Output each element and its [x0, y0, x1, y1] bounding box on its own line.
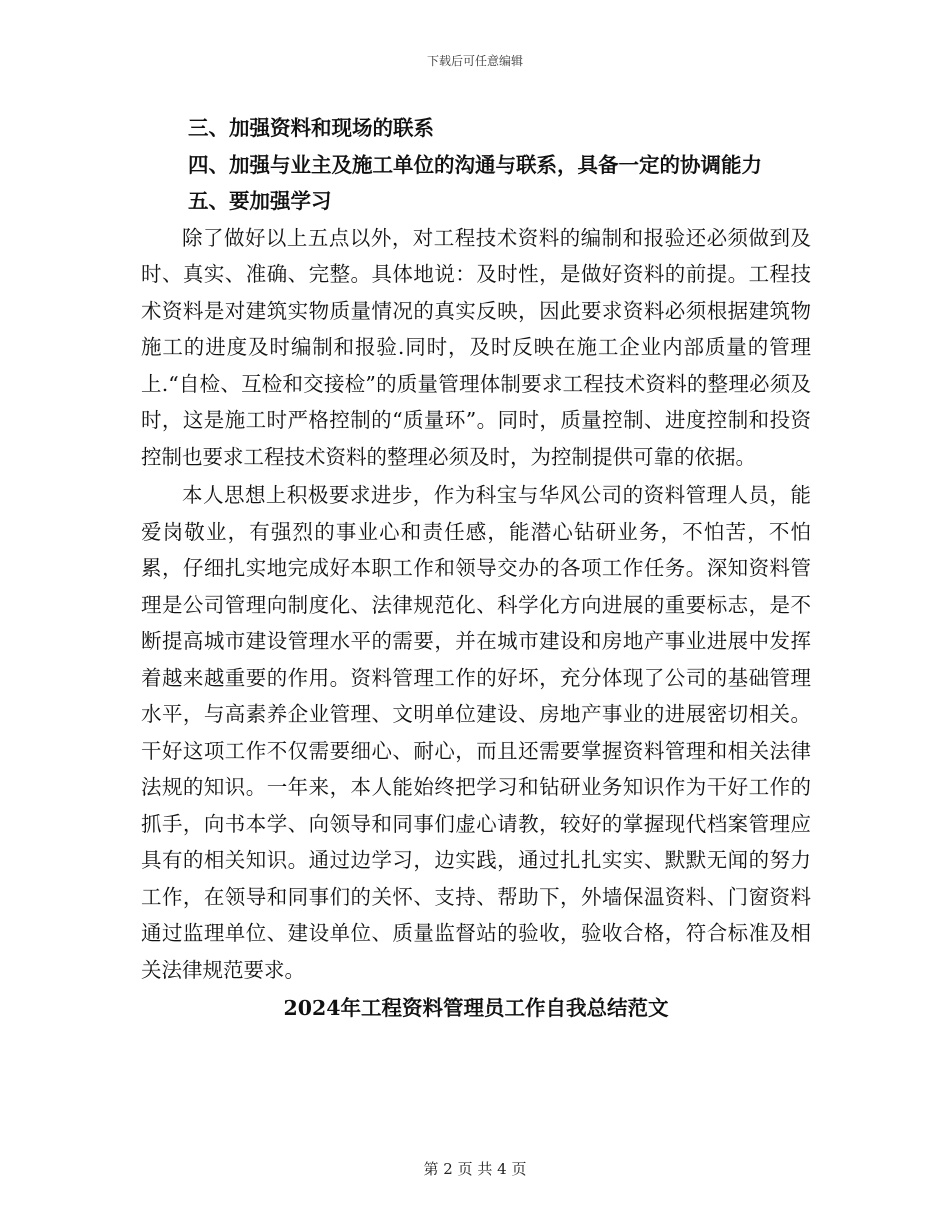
next-document-title: 2024年工程资料管理员工作自我总结范文 [283, 996, 669, 1020]
page-number-footer: 第 2 页 共 4 页 [423, 1160, 527, 1178]
section-heading-3: 三、加强资料和现场的联系 [188, 116, 434, 140]
paragraph-timeliness: 除了做好以上五点以外，对工程技术资料的编制和报验还必须做到及时、真实、准确、完整。具体地说：及时性，是做好资料的前提。工程技术资料是对建筑实物质量情况的真实反映，因此要求资料必须根据建筑物施工的进度及时编制和报验.同时，及时反映在施工企业内部质量的管理上.“自检、互检和交接检”的质量管理体制要求工程技术资料的整理必须及时，这是施工时严格控制的“质量环”。同时，质量控制、进度控制和投资控制也要求工程技术资料的整理必须及时，为控制提供可靠的依据。 [141, 225, 811, 469]
page-header-note: 下载后可任意编辑 [426, 54, 523, 68]
paragraph-self-review: 本人思想上积极要求进步，作为科宝与华风公司的资料管理人员，能爱岗敬业，有强烈的事业心和责任感，能潜心钻研业务，不怕苦，不怕累，仔细扎实地完成好本职工作和领导交办的各项工作任务。深知资料管理是公司管理向制度化、法律规范化、科学化方向进展的重要标志，是不断提高城市建设管理水平的需要，并在城市建设和房地产事业进展中发挥着越来越重要的作用。资料管理工作的好坏，充分体现了公司的基础管理水平，与高素养企业管理、文明单位建设、房地产事业的进展密切相关。干好这项工作不仅需要细心、耐心，而且还需要掌握资料管理和相关法律法规的知识。一年来，本人能始终把学习和钻研业务知识作为干好工作的抓手，向书本学、向领导和同事们虚心请教，较好的掌握现代档案管理应具有的相关知识。通过边学习，边实践，通过扎扎实实、默默无闻的努力工作，在领导和同事们的关怀、支持、帮助下，外墙保温资料、门窗资料通过监理单位、建设单位、质量监督站的验收，验收合格，符合标准及相关法律规范要求。 [141, 483, 811, 982]
document-body [141, 110, 811, 1027]
section-heading-4: 四、加强与业主及施工单位的沟通与联系，具备一定的协调能力 [188, 152, 762, 177]
section-heading-5: 五、要加强学习 [188, 189, 332, 213]
